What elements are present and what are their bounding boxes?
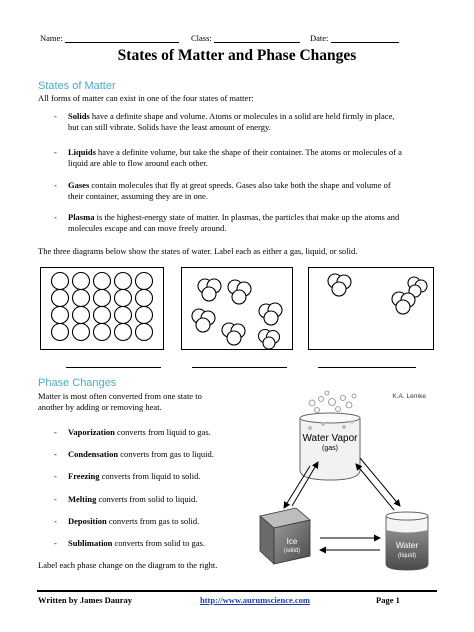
definition-line1: is the highest-energy state of matter. In plasmas, the particles that make up the atoms and: [94, 212, 400, 222]
term: Vaporization: [68, 427, 115, 437]
list-item: [54, 516, 274, 528]
solid-molecule: [115, 307, 132, 324]
class-blank[interactable]: [214, 33, 300, 43]
definition: converts from solid to gas.: [112, 538, 205, 548]
label-instruction: Label each phase change on the diagram to the right.: [38, 560, 218, 570]
definition: converts from gas to liquid.: [118, 449, 214, 459]
footer-link[interactable]: http://www.aurumscience.com: [200, 595, 311, 605]
bullet-dash: -: [54, 516, 57, 526]
bullet-text: [68, 449, 214, 460]
term: Freezing: [68, 471, 100, 481]
bullet-dash: -: [54, 111, 57, 121]
ice-sub-label: (solid): [283, 548, 301, 554]
water-label: Water: [395, 540, 419, 550]
term: Melting: [68, 494, 97, 504]
bullet-text: [68, 111, 394, 133]
definition: converts from liquid to solid.: [99, 471, 201, 481]
solid-molecule: [73, 324, 90, 341]
vapor-sub-label: (gas): [322, 445, 338, 452]
definition-line1: have a definite volume, but take the shape of their container. The atoms or molecules of a: [95, 147, 402, 157]
solid-molecule: [136, 290, 153, 307]
solid-molecule: [136, 307, 153, 324]
term: Liquids: [68, 147, 96, 157]
list-item: [54, 494, 274, 506]
phase-heading: Phase Changes: [38, 377, 117, 389]
bullet-text: [68, 516, 199, 527]
list-item: [54, 180, 449, 204]
bullet-dash: -: [54, 449, 57, 459]
solid-molecule: [136, 324, 153, 341]
term: Deposition: [68, 516, 107, 526]
page-title: States of Matter and Phase Changes: [117, 47, 357, 64]
date-label: Date:: [310, 33, 329, 43]
solid-molecule: [52, 273, 69, 290]
bullet-dash: -: [54, 494, 57, 504]
footer-author: Written by James Dauray: [38, 595, 133, 605]
gas-molecules-image: [309, 268, 433, 349]
definition: converts from gas to solid.: [106, 516, 200, 526]
term: Solids: [68, 111, 90, 121]
definition-line2: molecules escape and can move freely around.: [68, 223, 227, 233]
solid-molecule: [115, 273, 132, 290]
footer-rule: [37, 590, 437, 592]
solid-diagram-box: [40, 267, 164, 350]
vapor-to-ice-arrow: [284, 466, 310, 508]
water-sub-label: (liquid): [397, 553, 417, 559]
bullet-dash: -: [54, 471, 57, 481]
definition-line2: liquid are able to flow around each other.: [68, 158, 208, 168]
phase-intro-line1: Matter is most often converted from one state to: [38, 391, 202, 401]
solid-molecule: [73, 290, 90, 307]
definition-line1: have a definite shape and volume. Atoms or molecules in a solid are held firmly in place,: [89, 111, 395, 121]
definition-line1: contain molecules that fly at great speeds. Gases also take both the shape and volume of: [89, 180, 391, 190]
list-item: [54, 212, 449, 236]
bullet-text: [68, 538, 205, 549]
term: Gases: [68, 180, 90, 190]
class-label: Class:: [191, 33, 212, 43]
solid-molecules-image: [41, 268, 163, 349]
solid-molecule: [94, 307, 111, 324]
phase-change-diagram: [248, 388, 440, 576]
solid-molecule: [52, 290, 69, 307]
bullet-dash: -: [54, 427, 57, 437]
list-item: [54, 147, 449, 171]
liquid-diagram-box: [181, 267, 293, 350]
phase-intro-line2: another by adding or removing heat.: [38, 402, 162, 412]
solid-answer-line[interactable]: [66, 366, 161, 368]
bullet-dash: -: [54, 180, 57, 190]
definition-line2: but can still vibrate. Solids have the least amount of energy.: [68, 122, 271, 132]
solid-molecule: [115, 290, 132, 307]
solid-molecule: [136, 273, 153, 290]
bullet-text: [68, 147, 402, 169]
list-item: [54, 427, 274, 439]
list-item: [54, 538, 274, 550]
diagram-instruction: The three diagrams below show the states of water. Label each as either a gas, liquid, or solid.: [38, 246, 358, 256]
solid-molecule: [94, 290, 111, 307]
bullet-text: [68, 471, 201, 482]
solid-molecule: [94, 273, 111, 290]
name-field[interactable]: [40, 33, 179, 43]
ice-cube-icon: [260, 508, 310, 564]
bullet-text: [68, 212, 399, 234]
vapor-label: Water Vapor: [302, 433, 358, 444]
list-item: [54, 111, 449, 135]
bullet-dash: -: [54, 212, 57, 222]
states-heading: States of Matter: [38, 80, 116, 92]
term: Condensation: [68, 449, 119, 459]
solid-molecule: [52, 307, 69, 324]
definition: converts from liquid to gas.: [114, 427, 211, 437]
bullet-text: [68, 494, 197, 505]
class-field[interactable]: [191, 33, 300, 43]
solid-molecule: [94, 324, 111, 341]
term: Sublimation: [68, 538, 113, 548]
term: Plasma: [68, 212, 95, 222]
list-item: [54, 449, 274, 461]
bullet-dash: -: [54, 147, 57, 157]
gas-answer-line[interactable]: [318, 366, 416, 368]
gas-diagram-box: [308, 267, 434, 350]
phase-diagram-image: [248, 388, 440, 576]
vapor-to-water-arrow: [360, 458, 400, 506]
ice-label: Ice: [286, 537, 298, 546]
solid-molecule: [73, 307, 90, 324]
water-to-vapor-arrow: [356, 464, 394, 510]
name-label: Name:: [40, 33, 63, 43]
name-blank[interactable]: [65, 33, 179, 43]
bullet-dash: -: [54, 538, 57, 548]
definition: converts from solid to liquid.: [96, 494, 198, 504]
date-blank[interactable]: [331, 33, 399, 43]
solid-molecule: [115, 324, 132, 341]
footer-page-number: Page 1: [376, 595, 400, 605]
states-intro: All forms of matter can exist in one of the four states of matter:: [38, 93, 254, 103]
solid-molecule: [73, 273, 90, 290]
bullet-text: [68, 180, 391, 202]
liquid-answer-line[interactable]: [192, 366, 287, 368]
bullet-text: [68, 427, 211, 438]
diagram-credit: K.A. Lemke: [392, 393, 426, 400]
list-item: [54, 471, 274, 483]
date-field[interactable]: [310, 33, 399, 43]
liquid-molecules-image: [182, 268, 292, 349]
definition-line2: their container, assuming they are in one.: [68, 191, 208, 201]
solid-molecule: [52, 324, 69, 341]
